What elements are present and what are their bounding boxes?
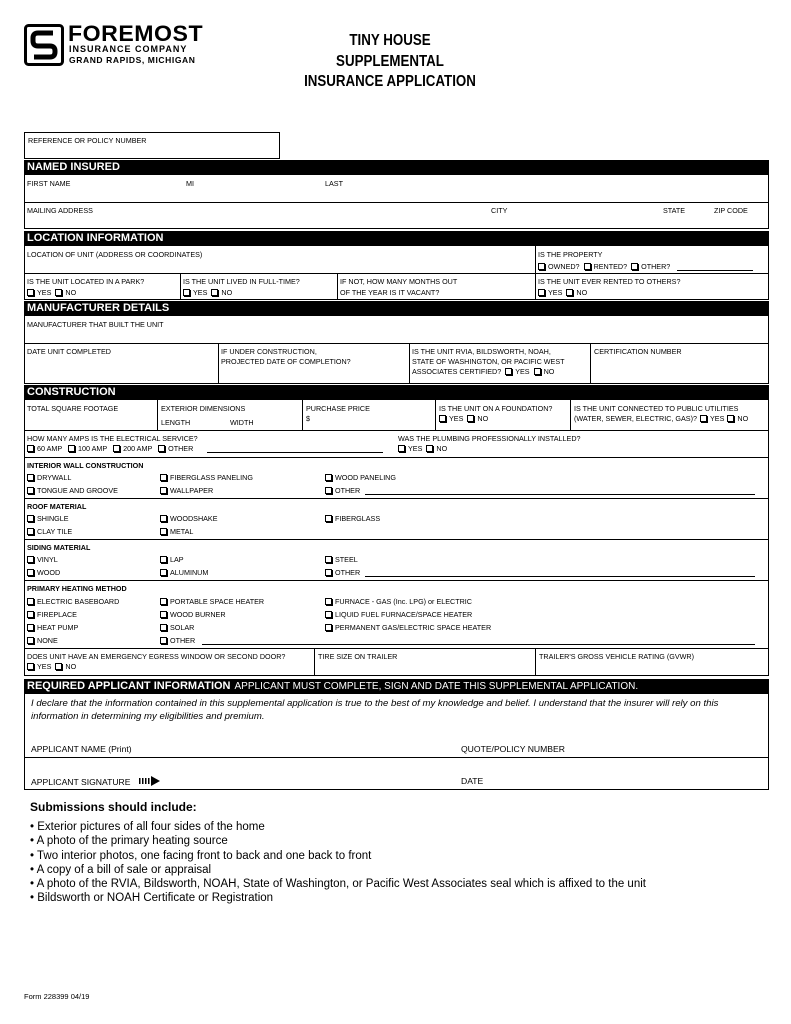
utilities-question-2: (WATER, SEWER, ELECTRIC, GAS)? YES NO	[574, 414, 749, 423]
solar-checkbox[interactable]	[160, 624, 167, 631]
wood-burner-checkbox[interactable]	[160, 611, 167, 618]
divider	[409, 343, 410, 384]
park-question: IS THE UNIT LOCATED IN A PARK?	[27, 277, 145, 286]
amps-question: HOW MANY AMPS IS THE ELECTRICAL SERVICE?	[27, 434, 198, 443]
under-construction-label-2: PROJECTED DATE OF COMPLETION?	[221, 357, 351, 366]
clay-tile-checkbox[interactable]	[27, 528, 34, 535]
certification-number-label[interactable]: CERTIFICATION NUMBER	[594, 347, 682, 356]
tongue-groove-checkbox[interactable]	[27, 487, 34, 494]
opt-vinyl: VINYL	[27, 555, 58, 564]
roof-heading: ROOF MATERIAL	[27, 502, 87, 511]
reference-number-field[interactable]	[24, 132, 280, 159]
heating-other-checkbox[interactable]	[160, 637, 167, 644]
plumbing-no-checkbox[interactable]	[426, 445, 433, 452]
siding-heading: SIDING MATERIAL	[27, 543, 91, 552]
opt-metal: METAL	[160, 527, 193, 536]
shingle-checkbox[interactable]	[27, 515, 34, 522]
plumbing-options: YES NO	[398, 444, 447, 453]
opt-drywall: DRYWALL	[27, 473, 71, 482]
divider	[24, 498, 769, 499]
opt-permanent-gas: PERMANENT GAS/ELECTRIC SPACE HEATER	[325, 623, 491, 632]
furnace-checkbox[interactable]	[325, 598, 332, 605]
months-vacant-question-2: OF THE YEAR IS IT VACANT?	[340, 288, 440, 297]
divider	[24, 457, 769, 458]
amp100-checkbox[interactable]	[68, 445, 75, 452]
lap-checkbox[interactable]	[160, 556, 167, 563]
park-yes-checkbox[interactable]	[27, 289, 34, 296]
company-location: GRAND RAPIDS, MICHIGAN	[69, 55, 196, 65]
divider	[24, 343, 769, 344]
divider	[570, 400, 571, 430]
under-construction-label-1: IF UNDER CONSTRUCTION,	[221, 347, 317, 356]
divider	[157, 400, 158, 430]
amps-options: 60 AMP 100 AMP 200 AMP OTHER	[27, 444, 193, 453]
heating-other-line[interactable]	[202, 644, 755, 645]
rented-checkbox[interactable]	[584, 263, 591, 270]
plumbing-yes-checkbox[interactable]	[398, 445, 405, 452]
submissions-list	[30, 820, 646, 906]
submissions-heading: Submissions should include:	[30, 800, 197, 814]
opt-tongue-groove: TONGUE AND GROOVE	[27, 486, 118, 495]
rented-others-options: YES NO	[538, 288, 587, 297]
divider	[24, 580, 769, 581]
opt-siding-other: OTHER	[325, 568, 360, 577]
list-item: • A photo of the RVIA, Bildsworth, NOAH, State of Washington, or Pacific West Associates seal which is affixed to the unit	[30, 878, 646, 891]
fiberglass-paneling-checkbox[interactable]	[160, 474, 167, 481]
months-vacant-question-1: IF NOT, HOW MANY MONTHS OUT	[340, 277, 458, 286]
location-of-unit-label[interactable]: LOCATION OF UNIT (ADDRESS OR COORDINATES)	[27, 250, 203, 259]
wallpaper-checkbox[interactable]	[160, 487, 167, 494]
utilities-question-1: IS THE UNIT CONNECTED TO PUBLIC UTILITIES	[574, 404, 739, 413]
divider	[180, 273, 181, 300]
divider	[24, 757, 769, 758]
park-no-checkbox[interactable]	[55, 289, 62, 296]
form-number: Form 228399 04/19	[24, 992, 90, 1001]
opt-heat-pump: HEAT PUMP	[27, 623, 78, 632]
divider	[590, 343, 591, 384]
opt-heating-other: OTHER	[160, 636, 195, 645]
list-item: • Two interior photos, one facing front to back and one back to front	[30, 849, 372, 862]
fulltime-question: IS THE UNIT LIVED IN FULL-TIME?	[183, 277, 300, 286]
wood-checkbox[interactable]	[27, 569, 34, 576]
liquid-fuel-checkbox[interactable]	[325, 611, 332, 618]
section-construction: CONSTRUCTION	[24, 385, 769, 400]
divider	[24, 273, 769, 274]
siding-other-checkbox[interactable]	[325, 569, 332, 576]
list-item: • A copy of a bill of sale or appraisal	[30, 863, 212, 876]
owned-checkbox[interactable]	[538, 263, 545, 270]
company-name: FOREMOST	[68, 21, 204, 46]
form-title-line-1: TINY HOUSE	[349, 32, 431, 49]
opt-wood-paneling: WOOD PANELING	[325, 473, 396, 482]
aluminum-checkbox[interactable]	[160, 569, 167, 576]
list-item: • Bildsworth or NOAH Certificate or Registration	[30, 892, 274, 905]
opt-portable-heater: PORTABLE SPACE HEATER	[160, 597, 264, 606]
is-property-label: IS THE PROPERTY	[538, 250, 603, 259]
wood-paneling-checkbox[interactable]	[325, 474, 332, 481]
reference-number-label: REFERENCE OR POLICY NUMBER	[28, 136, 147, 145]
applicant-name-label[interactable]: APPLICANT NAME (Print)	[31, 744, 132, 754]
date-label[interactable]: DATE	[461, 776, 484, 786]
square-footage-label[interactable]: TOTAL SQUARE FOOTAGE	[27, 404, 119, 413]
manufacturer-label[interactable]: MANUFACTURER THAT BUILT THE UNIT	[27, 320, 164, 329]
opt-none: NONE	[27, 636, 58, 645]
steel-checkbox[interactable]	[325, 556, 332, 563]
opt-electric-baseboard: ELECTRIC BASEBOARD	[27, 597, 119, 606]
egress-question: DOES UNIT HAVE AN EMERGENCY EGRESS WINDOW OR SECOND DOOR?	[27, 652, 286, 661]
list-item: • A photo of the primary heating source	[30, 835, 228, 848]
opt-wood: WOOD	[27, 568, 60, 577]
interior-wall-heading: INTERIOR WALL CONSTRUCTION	[27, 461, 144, 470]
metal-checkbox[interactable]	[160, 528, 167, 535]
city-label[interactable]: CITY	[491, 206, 508, 215]
last-name-label[interactable]: LAST	[325, 179, 343, 188]
amp-other-line[interactable]	[207, 452, 383, 453]
divider	[24, 539, 769, 540]
rented-others-question: IS THE UNIT EVER RENTED TO OTHERS?	[538, 277, 681, 286]
amp-other-checkbox[interactable]	[158, 445, 165, 452]
interior-other-line[interactable]	[365, 494, 755, 495]
fulltime-no-checkbox[interactable]	[211, 289, 218, 296]
fulltime-options: YES NO	[183, 288, 232, 297]
length-label[interactable]: LENGTH	[161, 418, 191, 427]
divider	[337, 273, 338, 300]
opt-fiberglass-paneling: FIBERGLASS PANELING	[160, 473, 253, 482]
section-named-insured: NAMED INSURED	[24, 160, 769, 175]
dollar-sign[interactable]: $	[306, 414, 310, 423]
zip-label[interactable]: ZIP CODE	[714, 206, 748, 215]
interior-other-checkbox[interactable]	[325, 487, 332, 494]
width-label[interactable]: WIDTH	[230, 418, 254, 427]
fulltime-yes-checkbox[interactable]	[183, 289, 190, 296]
opt-clay-tile: CLAY TILE	[27, 527, 72, 536]
opt-furnace: FURNACE - GAS (Inc. LPG) or ELECTRIC	[325, 597, 472, 606]
other-fill-line[interactable]	[677, 270, 753, 271]
opt-fiberglass: FIBERGLASS	[325, 514, 380, 523]
foundation-options: YES NO	[439, 414, 488, 423]
opt-wood-burner: WOOD BURNER	[160, 610, 226, 619]
permanent-gas-checkbox[interactable]	[325, 624, 332, 631]
section-location: LOCATION INFORMATION	[24, 231, 769, 246]
rvia-question-1: IS THE UNIT RVIA, BILDSWORTH, NOAH,	[412, 347, 551, 356]
exterior-dimensions-label: EXTERIOR DIMENSIONS	[161, 404, 246, 413]
opt-wallpaper: WALLPAPER	[160, 486, 213, 495]
fireplace-checkbox[interactable]	[27, 611, 34, 618]
egress-options: YES NO	[27, 662, 76, 671]
foundation-question: IS THE UNIT ON A FOUNDATION?	[439, 404, 553, 413]
egress-yes-checkbox[interactable]	[27, 663, 34, 670]
rented-yes-checkbox[interactable]	[538, 289, 545, 296]
opt-fireplace: FIREPLACE	[27, 610, 77, 619]
section-applicant: REQUIRED APPLICANT INFORMATION APPLICANT MUST COMPLETE, SIGN AND DATE THIS SUPPLEMENTAL APPLICATION.	[24, 679, 769, 694]
tire-size-label[interactable]: TIRE SIZE ON TRAILER	[318, 652, 398, 661]
list-item: • Exterior pictures of all four sides of the home	[30, 821, 265, 833]
divider	[24, 648, 769, 649]
egress-no-checkbox[interactable]	[55, 663, 62, 670]
quote-number-label[interactable]: QUOTE/POLICY NUMBER	[461, 744, 565, 754]
rvia-question-3: ASSOCIATES CERTIFIED? YES NO	[412, 367, 555, 376]
state-label[interactable]: STATE	[663, 206, 686, 215]
rented-no-checkbox[interactable]	[566, 289, 573, 296]
declaration-text: I declare that the information contained in this supplemental application is true to the best of my knowledge and belief. I understand that the insurer will rely on this information in determining my eligibilities and premium.	[31, 698, 719, 722]
section-manufacturer: MANUFACTURER DETAILS	[24, 301, 769, 316]
rvia-no-checkbox[interactable]	[534, 368, 541, 375]
first-name-label[interactable]: FIRST NAME	[27, 179, 71, 188]
rvia-yes-checkbox[interactable]	[505, 368, 512, 375]
opt-steel: STEEL	[325, 555, 358, 564]
divider	[302, 400, 303, 430]
portable-heater-checkbox[interactable]	[160, 598, 167, 605]
divider	[535, 648, 536, 676]
gvwr-label[interactable]: TRAILER'S GROSS VEHICLE RATING (GVWR)	[539, 652, 694, 661]
divider	[218, 343, 219, 384]
rvia-question-2: STATE OF WASHINGTON, OR PACIFIC WEST	[412, 357, 565, 366]
mi-label[interactable]: MI	[186, 179, 194, 188]
drywall-checkbox[interactable]	[27, 474, 34, 481]
park-options: YES NO	[27, 288, 76, 297]
property-options: OWNED? RENTED? OTHER?	[538, 262, 670, 271]
vinyl-checkbox[interactable]	[27, 556, 34, 563]
opt-solar: SOLAR	[160, 623, 194, 632]
divider	[314, 648, 315, 676]
utilities-yes-checkbox[interactable]	[700, 415, 707, 422]
heat-pump-checkbox[interactable]	[27, 624, 34, 631]
company-logo	[24, 21, 224, 68]
applicant-signature-label[interactable]: APPLICANT SIGNATURE	[31, 777, 131, 787]
foundation-no-checkbox[interactable]	[467, 415, 474, 422]
opt-lap: LAP	[160, 555, 184, 564]
heating-heading: PRIMARY HEATING METHOD	[27, 584, 127, 593]
company-subtitle: INSURANCE COMPANY	[69, 44, 188, 54]
electric-baseboard-checkbox[interactable]	[27, 598, 34, 605]
date-completed-label[interactable]: DATE UNIT COMPLETED	[27, 347, 111, 356]
opt-aluminum: ALUMINUM	[160, 568, 208, 577]
opt-liquid-fuel: LIQUID FUEL FURNACE/SPACE HEATER	[325, 610, 472, 619]
divider	[24, 202, 769, 203]
arrow-right-icon	[139, 776, 161, 786]
amp200-checkbox[interactable]	[113, 445, 120, 452]
opt-woodshake: WOODSHAKE	[160, 514, 218, 523]
woodshake-checkbox[interactable]	[160, 515, 167, 522]
form-title-line-3: INSURANCE APPLICATION	[304, 73, 476, 90]
foremost-logo-icon	[24, 24, 64, 66]
divider	[435, 400, 436, 430]
siding-other-line[interactable]	[365, 576, 755, 577]
utilities-no-checkbox[interactable]	[727, 415, 734, 422]
mailing-address-label[interactable]: MAILING ADDRESS	[27, 206, 93, 215]
signature-row	[31, 776, 161, 787]
divider	[535, 246, 536, 300]
form-title-line-2: SUPPLEMENTAL	[336, 53, 444, 70]
plumbing-question: WAS THE PLUMBING PROFESSIONALLY INSTALLED?	[398, 434, 581, 443]
foundation-yes-checkbox[interactable]	[439, 415, 446, 422]
none-checkbox[interactable]	[27, 637, 34, 644]
opt-shingle: SHINGLE	[27, 514, 69, 523]
amp60-checkbox[interactable]	[27, 445, 34, 452]
opt-interior-other: OTHER	[325, 486, 360, 495]
divider	[24, 430, 769, 431]
other-checkbox[interactable]	[631, 263, 638, 270]
purchase-price-label: PURCHASE PRICE	[306, 404, 370, 413]
fiberglass-checkbox[interactable]	[325, 515, 332, 522]
